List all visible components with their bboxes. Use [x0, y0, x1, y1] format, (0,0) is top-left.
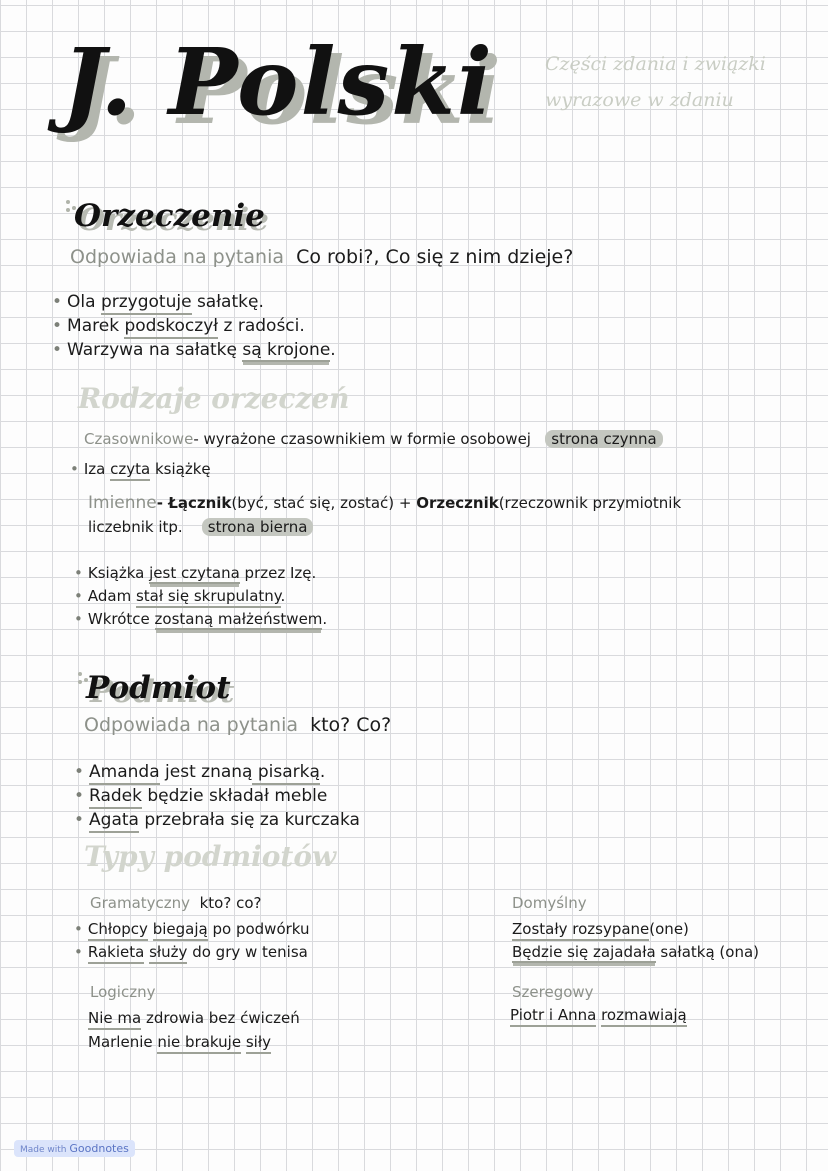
badge: strona czynna: [545, 430, 662, 448]
list-item: • Chłopcy biegają po podwórku: [74, 918, 310, 941]
podmiot-question: [84, 714, 391, 736]
list-item: Nie ma zdrowia bez ćwiczeń: [88, 1006, 300, 1030]
list-item: • Marek podskoczył z radości.: [52, 314, 336, 338]
section-heading-podmiot: Podmiot: [86, 670, 231, 706]
example-list: [74, 760, 360, 832]
subheading-rodzaje: Rodzaje orzeczeń: [78, 382, 350, 415]
list-item: • Amanda jest znaną pisarką.: [74, 760, 360, 784]
badge: strona bierna: [202, 518, 314, 536]
domyslny-label: Domyślny: [512, 894, 587, 912]
list-item: • Wkrótce zostaną małżeństwem.: [74, 608, 327, 631]
list-item: • Rakieta służy do gry w tenisa: [74, 941, 310, 964]
term-label: Imienne: [88, 493, 157, 513]
list-item: Piotr i Anna rozmawiają: [510, 1006, 687, 1024]
example-list: [74, 918, 310, 964]
term-label: Czasownikowe: [84, 430, 194, 448]
list-item: • Ola przygotuje sałatkę.: [52, 290, 336, 314]
page-title: J. Polski: [62, 28, 494, 136]
list-item: • Adam stał się skrupulatny.: [74, 585, 327, 608]
imienne-line: Imienne- Łącznik(być, stać się, zostać) + Orzecznik(rzeczownik przymiotnik: [88, 493, 682, 513]
logiczny-examples: [88, 1006, 300, 1054]
page-subtitle: Części zdania i związki wyrazowe w zdaniu: [545, 53, 766, 111]
question-text: kto? Co?: [310, 714, 392, 736]
domyslny-examples: [512, 918, 759, 964]
gramatyczny-label: Gramatyczny kto? co?: [90, 894, 262, 912]
example-list: [74, 562, 327, 631]
question-text: Co robi?, Co się z nim dzieje?: [296, 246, 574, 268]
logiczny-label: Logiczny: [90, 983, 156, 1001]
imienne-line-2: liczebnik itp. strona bierna: [88, 518, 313, 536]
goodnotes-badge: Made with Goodnotes: [14, 1140, 135, 1157]
list-item: Marlenie nie brakuje siły: [88, 1030, 300, 1054]
example-list: [52, 290, 336, 362]
list-item: Zostały rozsypane(one): [512, 918, 759, 941]
szeregowy-label: Szeregowy: [512, 983, 594, 1001]
question-label: Odpowiada na pytania: [84, 714, 298, 736]
list-item: Będzie się zajadała sałatką (ona): [512, 943, 759, 961]
czasownikowe-line: Czasownikowe- wyrażone czasownikiem w formie osobowej strona czynna: [84, 430, 663, 448]
list-item: • Książka jest czytana przez Izę.: [74, 562, 327, 585]
question-label: Odpowiada na pytania: [70, 246, 284, 268]
orzeczenie-question: [70, 246, 573, 268]
szeregowy-examples: [510, 1006, 687, 1024]
section-heading-orzeczenie: Orzeczenie: [74, 198, 265, 234]
list-item: • Radek będzie składał meble: [74, 784, 360, 808]
list-item: • Warzywa na sałatkę są krojone.: [52, 338, 336, 362]
list-item: • Iza czyta książkę: [70, 460, 211, 478]
subheading-typy: Typy podmiotów: [84, 840, 337, 873]
list-item: • Agata przebrała się za kurczaka: [74, 808, 360, 832]
